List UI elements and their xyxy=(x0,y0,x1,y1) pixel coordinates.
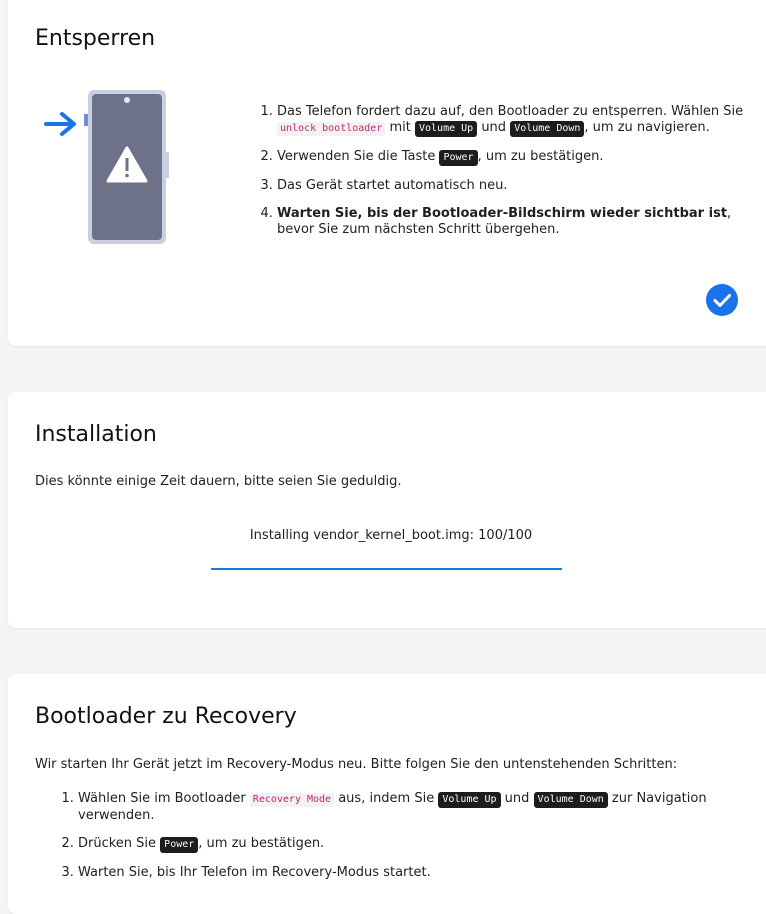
install-progress-fill xyxy=(211,568,562,570)
install-description: Dies könnte einige Zeit dauern, bitte seien Sie geduldig. xyxy=(35,474,402,489)
recovery-card xyxy=(8,674,766,914)
key-volume-up: Volume Up xyxy=(438,792,500,808)
install-title: Installation xyxy=(35,422,157,447)
install-progress-bar xyxy=(211,568,562,570)
arrow-right-icon xyxy=(46,114,74,134)
key-volume-down: Volume Down xyxy=(534,792,608,808)
code-recovery-mode: Recovery Mode xyxy=(250,793,334,807)
unlock-card xyxy=(8,0,766,346)
list-item: 3. Warten Sie, bis Ihr Telefon im Recovery-Modus startet. xyxy=(78,865,718,881)
install-card xyxy=(8,392,766,628)
recovery-description: Wir starten Ihr Gerät jetzt im Recovery-Modus neu. Bitte folgen Sie den untenstehenden Schritten: xyxy=(35,757,678,772)
unlock-title: Entsperren xyxy=(35,26,156,51)
checkmark-icon xyxy=(706,284,738,316)
key-power: Power xyxy=(439,150,477,166)
key-volume-down: Volume Down xyxy=(510,121,584,137)
list-item: 3. Das Gerät startet automatisch neu. xyxy=(277,178,757,194)
code-unlock-bootloader: unlock bootloader xyxy=(277,122,385,136)
phone-illustration xyxy=(44,86,174,246)
list-item: 4. Warten Sie, bis der Bootloader-Bildschirm wieder sichtbar ist, bevor Sie zum nächsten Schritt übergehen. xyxy=(277,206,757,238)
recovery-steps xyxy=(56,791,718,893)
install-status: Installing vendor_kernel_boot.img: 100/100 xyxy=(249,528,533,543)
recovery-title: Bootloader zu Recovery xyxy=(35,704,297,729)
unlock-steps xyxy=(255,104,757,250)
key-power: Power xyxy=(160,837,198,853)
key-volume-up: Volume Up xyxy=(415,121,477,137)
list-item: 1. Wählen Sie im Bootloader Recovery Mode aus, indem Sie Volume Up und Volume Down zur Navigation verwenden. xyxy=(78,791,718,824)
list-item: 1. Das Telefon fordert dazu auf, den Bootloader zu entsperren. Wählen Sie unlock bootloader mit Volume Up und Volume Down , um zu navigieren. xyxy=(277,104,757,137)
list-item: 2. Verwenden Sie die Taste Power , um zu bestätigen. xyxy=(277,149,757,166)
list-item: 2. Drücken Sie Power , um zu bestätigen. xyxy=(78,836,718,853)
